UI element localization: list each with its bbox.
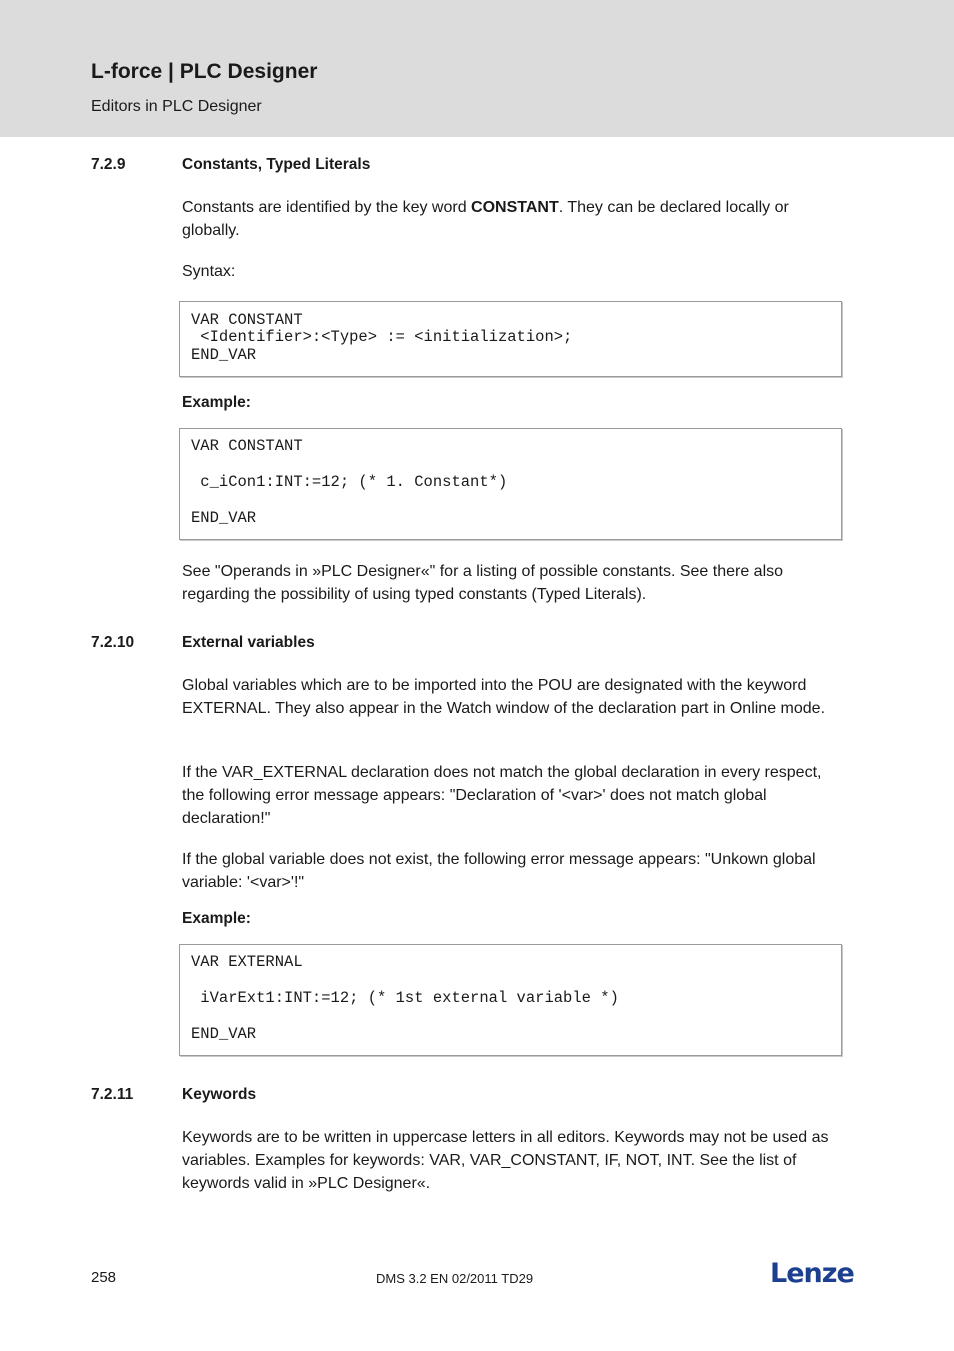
paragraph [182,196,842,242]
code-line: <Identifier>:<Type> := <initialization>; [191,328,573,346]
paragraph: If the VAR_EXTERNAL declaration does not match the global declaration in every respect, the following error message appears: "Declaration of '<var>' does not match global declaration!" [182,764,822,827]
code-line: VAR CONSTANT [191,311,303,329]
example-label: Example: [182,910,251,927]
section-number: 7.2.9 [91,156,126,173]
code-line: VAR EXTERNAL [191,953,303,971]
example-label: Example: [182,394,251,411]
example-code-block [179,944,842,1056]
code-line: END_VAR [191,1025,257,1043]
code-line: END_VAR [191,509,257,527]
example-code-block [179,428,842,540]
section-title: Constants, Typed Literals [182,156,371,173]
code-line: VAR CONSTANT [191,437,303,455]
page-number: 258 [91,1269,117,1286]
section-number: 7.2.11 [91,1086,134,1103]
chapter-subtitle: Editors in PLC Designer [91,98,262,115]
document-id: DMS 3.2 EN 02/2011 TD29 [376,1271,534,1286]
syntax-label: Syntax: [182,263,236,280]
code-line: iVarExt1:INT:=12; (* 1st external variable *) [191,989,619,1007]
section-number: 7.2.10 [91,634,135,651]
section-title: Keywords [182,1086,257,1103]
keyword-constant: CONSTANT [471,199,559,216]
intro-text: Constants are identified by the key word [182,199,472,216]
document-title: L-force | PLC Designer [91,60,318,83]
syntax-code-block [179,301,842,377]
paragraph: See "Operands in »PLC Designer«" for a listing of possible constants. See there also regarding the possibility of using typed constants (Typed Literals). [182,563,784,603]
paragraph: Global variables which are to be imported into the POU are designated with the keyword EXTERNAL. They also appear in the Watch window of the declaration part in Online mode. [182,677,826,717]
code-line: END_VAR [191,346,257,364]
section-title: External variables [182,634,315,651]
paragraph: If the global variable does not exist, the following error message appears: "Unkown global variable: '<var>'!" [182,851,816,891]
lenze-logo: Lenze [770,1258,854,1289]
paragraph: Keywords are to be written in uppercase letters in all editors. Keywords may not be used as variables. Examples for keywords: VAR, VAR_CONSTANT, IF, NOT, INT. See the list of keywords valid in »PLC Designer«. [182,1129,829,1192]
code-line: c_iCon1:INT:=12; (* 1. Constant*) [191,473,508,491]
page-header [0,0,954,137]
intro-text-continued: . They can be declared locally or globally. [182,199,789,239]
